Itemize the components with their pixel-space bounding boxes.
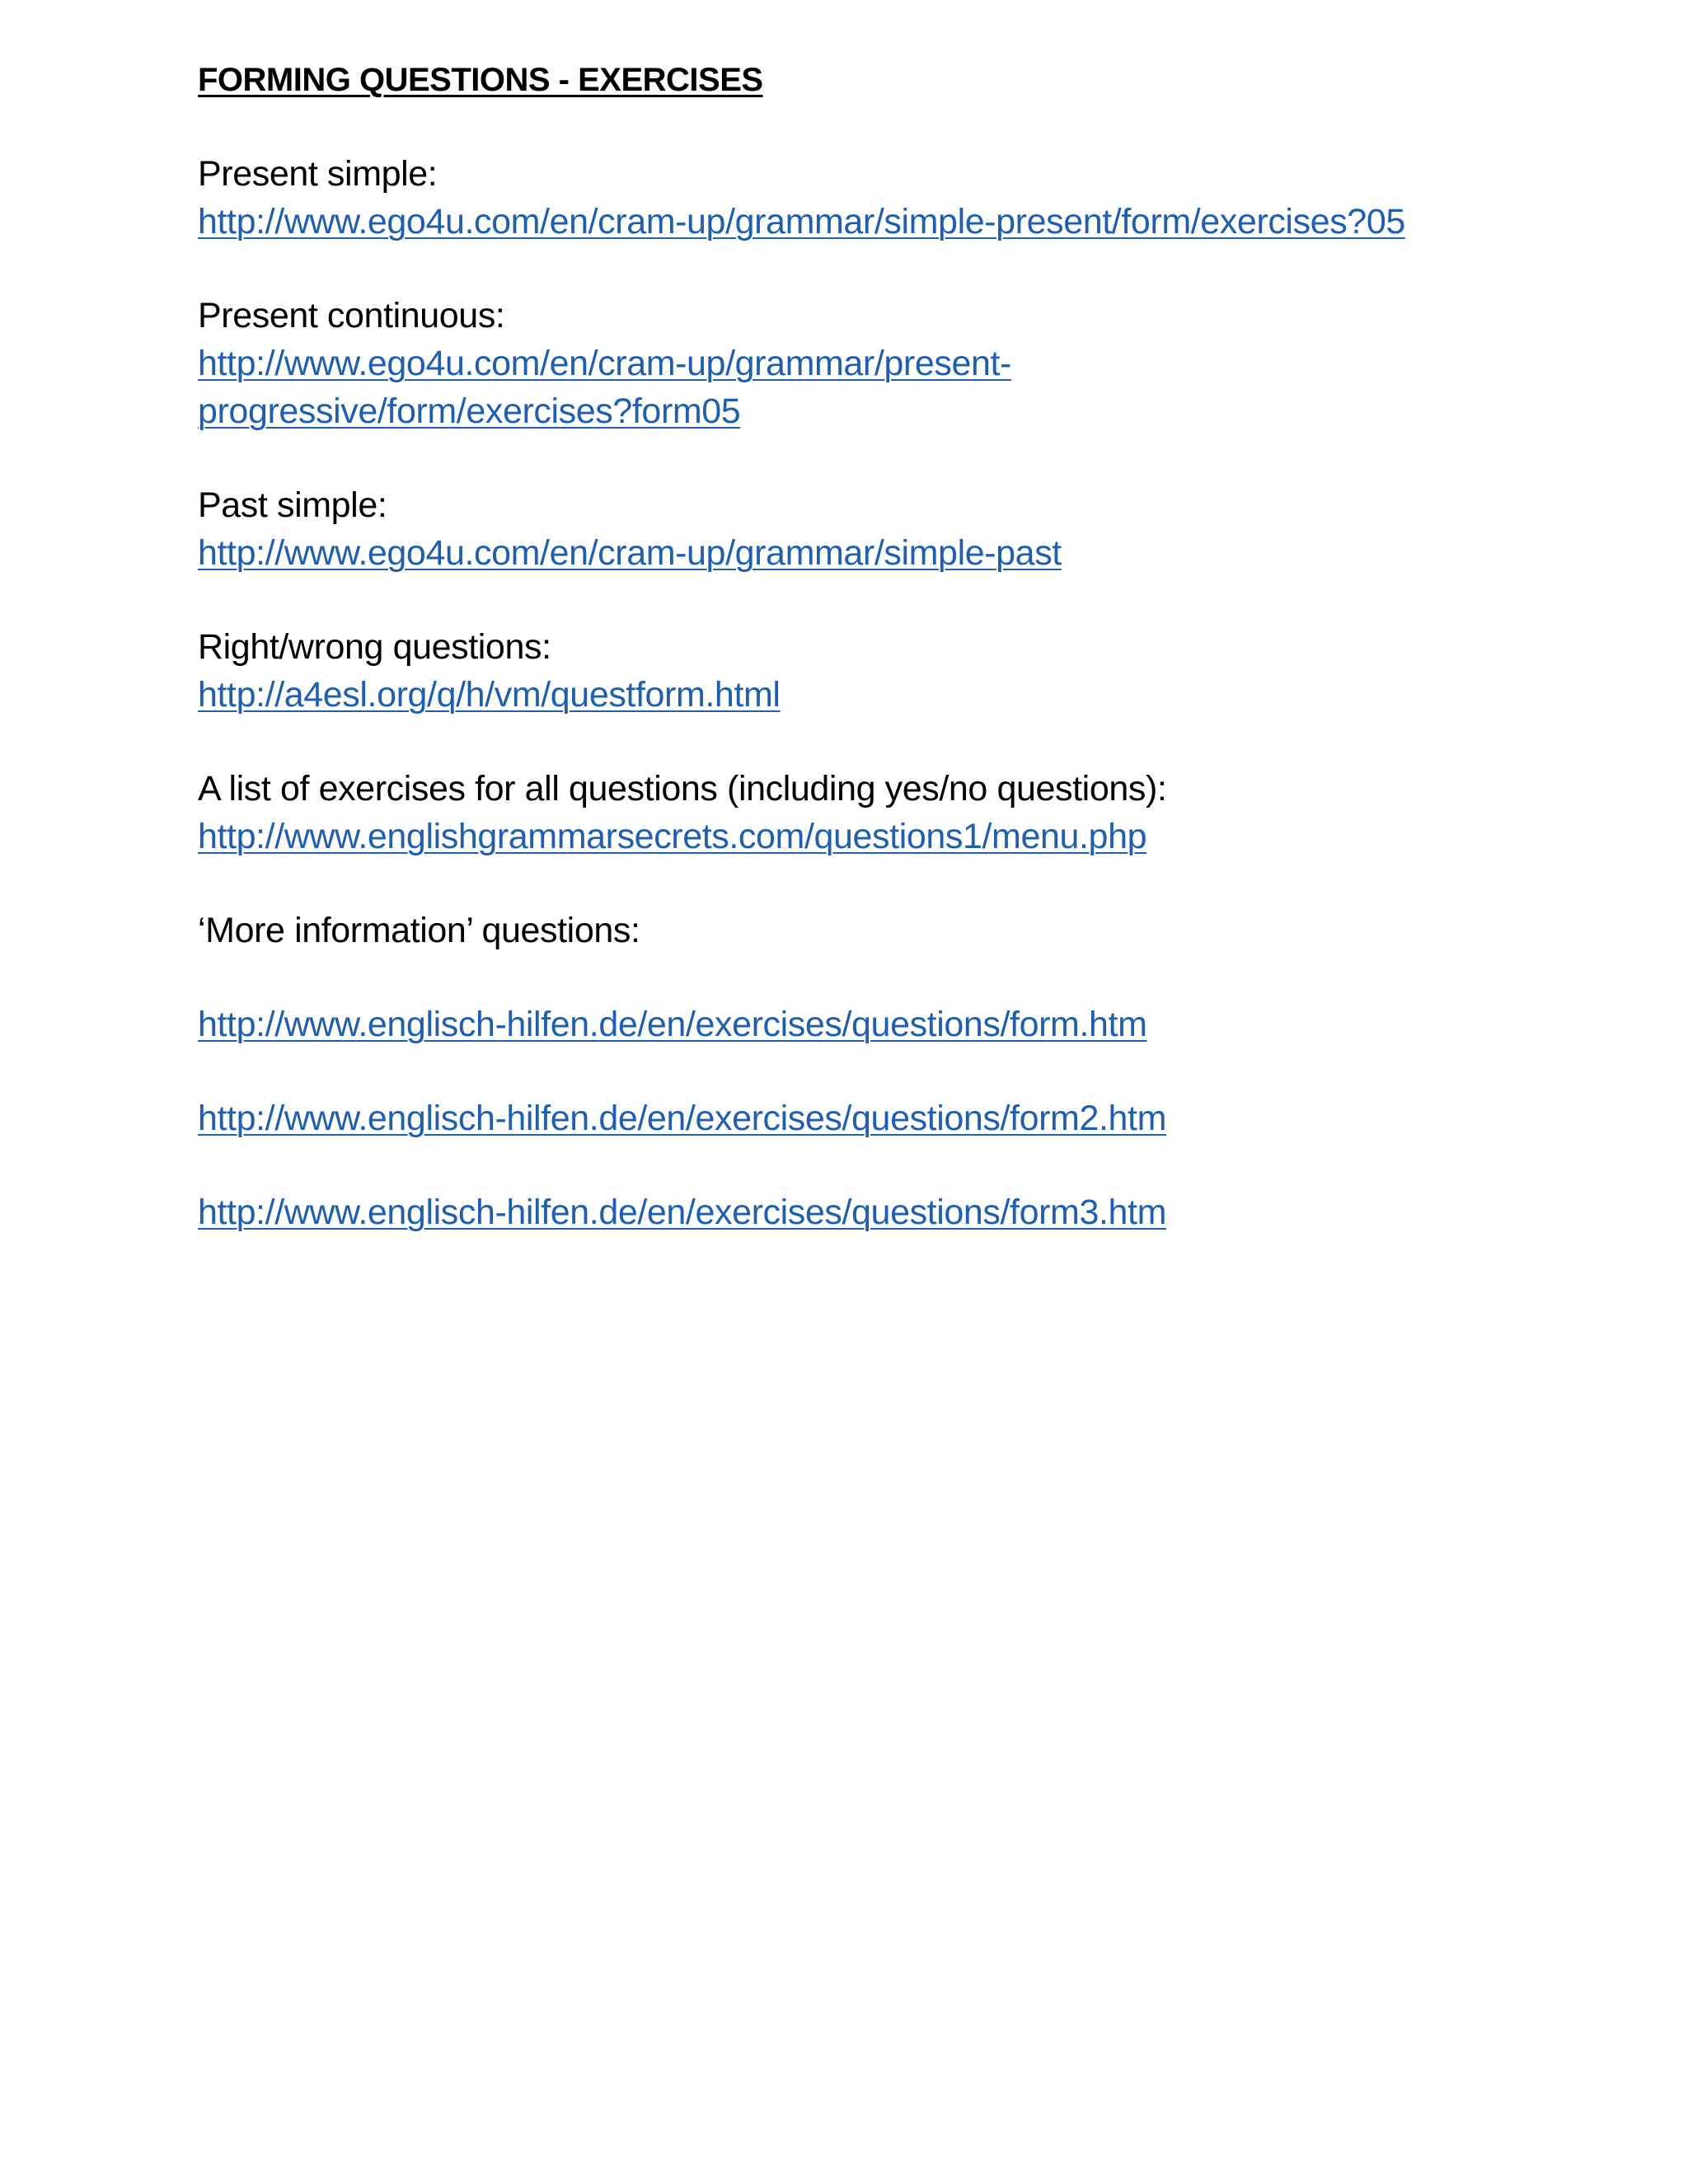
- section-all-questions-list: [198, 765, 1615, 860]
- link-present-simple-exercises[interactable]: http://www.ego4u.com/en/cram-up/grammar/simple-present/form/exercises?05: [198, 202, 1405, 241]
- more-information-spacing: [198, 954, 1615, 1001]
- section-label-all-questions-list: A list of exercises for all questions (including yes/no questions):: [198, 769, 1167, 808]
- document-title: FORMING QUESTIONS - EXERCISES: [198, 62, 763, 98]
- section-present-simple: [198, 150, 1615, 246]
- link-right-wrong-questions[interactable]: http://a4esl.org/q/h/vm/questform.html: [198, 675, 781, 715]
- link-all-questions-menu[interactable]: http://www.englishgrammarsecrets.com/questions1/menu.php: [198, 817, 1147, 856]
- list-item: [198, 1001, 1615, 1048]
- section-right-wrong-questions: [198, 623, 1615, 719]
- link-more-information-form[interactable]: http://www.englisch-hilfen.de/en/exercises/questions/form.htm: [198, 1005, 1147, 1044]
- section-label-present-continuous: Present continuous:: [198, 296, 505, 335]
- link-more-information-form3[interactable]: http://www.englisch-hilfen.de/en/exercises/questions/form3.htm: [198, 1193, 1167, 1232]
- section-label-right-wrong-questions: Right/wrong questions:: [198, 627, 551, 667]
- section-past-simple: [198, 481, 1615, 577]
- link-present-continuous-line-1[interactable]: http://www.ego4u.com/en/cram-up/grammar/present-: [198, 344, 1011, 383]
- list-item: [198, 1188, 1615, 1236]
- section-more-information-questions: [198, 907, 1615, 1236]
- section-present-continuous: [198, 292, 1615, 435]
- section-label-past-simple: Past simple:: [198, 485, 387, 525]
- link-present-continuous-exercises[interactable]: [198, 340, 1566, 435]
- title-spacing: [198, 104, 1615, 150]
- section-label-present-simple: Present simple:: [198, 154, 438, 194]
- link-past-simple-exercises[interactable]: http://www.ego4u.com/en/cram-up/grammar/simple-past: [198, 533, 1062, 573]
- link-more-information-form2[interactable]: http://www.englisch-hilfen.de/en/exercises/questions/form2.htm: [198, 1099, 1167, 1138]
- list-item: [198, 1094, 1615, 1142]
- document-content: [198, 56, 1615, 1282]
- section-label-more-information-questions: ‘More information’ questions:: [198, 911, 640, 950]
- link-present-continuous-line-2[interactable]: progressive/form/exercises?form05: [198, 391, 741, 431]
